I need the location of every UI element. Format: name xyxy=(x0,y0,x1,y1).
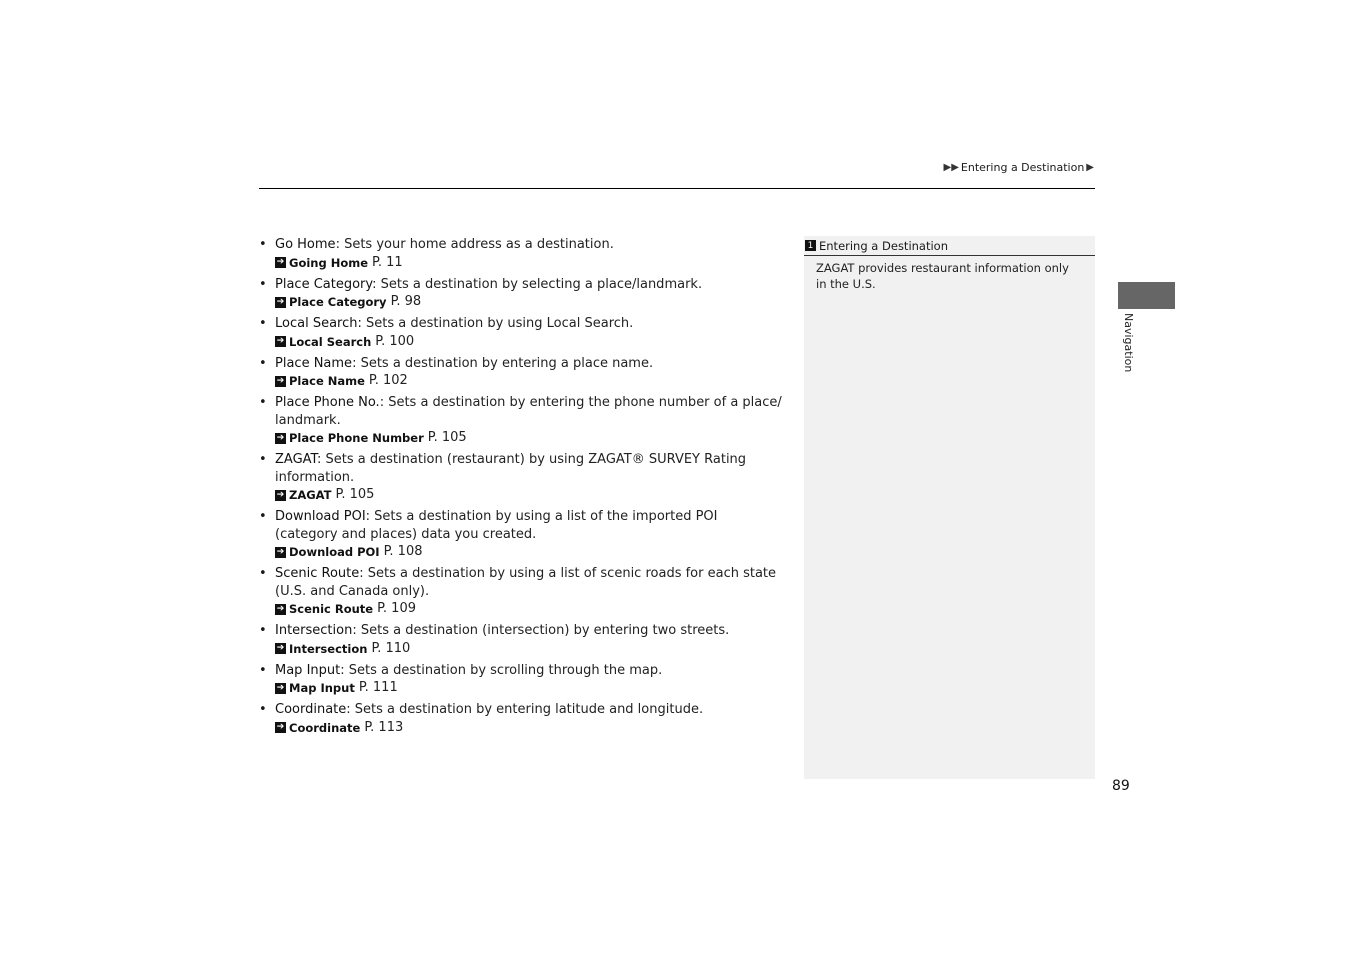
reference-arrow-icon: ➔ xyxy=(276,603,285,614)
breadcrumb-arrow-icon: ▶ xyxy=(1086,162,1094,173)
reference-title: Local Search xyxy=(289,334,372,349)
item-description: : Sets a destination by entering latitude and longitude. xyxy=(346,702,704,717)
bullet: • xyxy=(259,395,267,410)
item-term: ZAGAT xyxy=(275,452,318,467)
reference-arrow-icon: ➔ xyxy=(276,682,285,693)
bullet: • xyxy=(259,276,267,292)
cross-reference-link[interactable] xyxy=(275,600,784,618)
list-item xyxy=(259,236,784,272)
bullet: • xyxy=(259,509,267,524)
note-number-icon: 1 xyxy=(805,240,816,251)
reference-arrow-icon: ➔ xyxy=(276,257,285,267)
reference-title: Coordinate xyxy=(289,720,361,735)
reference-title: Place Name xyxy=(289,374,365,388)
item-description: : Sets a destination by selecting a place/landmark. xyxy=(372,276,703,292)
item-description: Sets a destination by using Local Search. xyxy=(361,316,634,331)
bullet: • xyxy=(259,452,267,467)
list-item xyxy=(259,622,784,658)
bullet: • xyxy=(259,566,267,581)
reference-page: P. 113 xyxy=(364,719,404,735)
cross-reference-link[interactable] xyxy=(275,429,784,447)
reference-arrow-icon: ➔ xyxy=(276,643,285,653)
cross-reference-link[interactable] xyxy=(275,679,784,697)
cross-reference-link[interactable] xyxy=(275,640,784,658)
reference-page: P. 105 xyxy=(427,430,467,445)
reference-arrow-icon: ➔ xyxy=(276,432,285,443)
list-item xyxy=(259,451,784,504)
section-tab xyxy=(1118,282,1175,309)
reference-page: P. 109 xyxy=(377,601,416,616)
item-term: Coordinate xyxy=(275,702,347,717)
bullet: • xyxy=(259,316,267,331)
cross-reference-link[interactable] xyxy=(275,543,784,561)
item-term: Intersection xyxy=(275,623,353,638)
list-item xyxy=(259,565,784,618)
reference-title: Place Phone Number xyxy=(289,431,424,445)
cross-reference-link[interactable] xyxy=(275,486,784,504)
item-term: Place Phone No. xyxy=(275,395,380,410)
reference-title: Place Category xyxy=(289,295,387,309)
reference-page: P. 110 xyxy=(371,640,411,656)
reference-title: Going Home xyxy=(289,255,369,270)
cross-reference-link[interactable] xyxy=(275,719,784,737)
item-description: : Sets a destination by entering a place name. xyxy=(352,355,654,371)
item-term: Go Home xyxy=(275,237,336,252)
sidebar-note-body: ZAGAT provides restaurant information only in the U.S. xyxy=(816,261,1069,291)
reference-title: Intersection xyxy=(289,641,368,656)
reference-arrow-icon: ➔ xyxy=(276,546,285,557)
bullet: • xyxy=(259,662,267,678)
item-term: Map Input xyxy=(275,662,341,678)
reference-page: P. 98 xyxy=(390,294,422,309)
list-item xyxy=(259,662,784,698)
page-number: 89 xyxy=(1112,778,1130,794)
reference-page: P. 102 xyxy=(368,373,408,388)
destination-options-list xyxy=(259,236,784,741)
reference-arrow-icon: ➔ xyxy=(276,489,285,500)
breadcrumb-title: Entering a Destination xyxy=(960,161,1085,174)
cross-reference-link[interactable] xyxy=(275,372,784,390)
sidebar-note-header xyxy=(804,236,1095,256)
reference-title: Scenic Route xyxy=(289,602,374,616)
list-item xyxy=(259,701,784,737)
reference-arrow-icon: ➔ xyxy=(276,296,285,307)
reference-page: P. 105 xyxy=(335,487,375,502)
item-term: Download POI xyxy=(275,509,366,524)
list-item xyxy=(259,508,784,561)
item-description: : Sets a destination by using a list of the imported POI (category and places) data you created. xyxy=(275,509,718,542)
bullet: • xyxy=(259,623,267,638)
breadcrumb-arrows-icon: ▶▶ xyxy=(943,162,959,173)
cross-reference-link[interactable] xyxy=(275,333,784,351)
cross-reference-link[interactable] xyxy=(275,293,784,311)
list-item xyxy=(259,355,784,391)
item-description: : Sets a destination by using a list of scenic roads for each state (U.S. and Canada only). xyxy=(275,566,777,599)
list-item xyxy=(259,315,784,351)
reference-arrow-icon: ➔ xyxy=(276,375,285,386)
header-divider xyxy=(259,188,1095,189)
item-description: : Sets a destination by entering the phone number of a place/ landmark. xyxy=(275,395,782,428)
reference-title: Download POI xyxy=(289,545,380,559)
breadcrumb xyxy=(944,161,1094,174)
bullet: • xyxy=(259,702,267,717)
reference-arrow-icon: ➔ xyxy=(276,336,285,346)
reference-page: P. 108 xyxy=(383,544,423,559)
section-tab-label: Navigation xyxy=(1122,313,1135,373)
reference-page: P. 100 xyxy=(375,333,415,349)
reference-title: Map Input xyxy=(289,681,355,695)
item-term: Local Search: xyxy=(275,316,362,331)
item-term: Place Name xyxy=(275,355,353,371)
cross-reference-link[interactable] xyxy=(275,254,784,272)
reference-page: P. 111 xyxy=(358,680,398,695)
item-description: : Sets your home address as a destination. xyxy=(335,237,614,252)
sidebar-note-title: Entering a Destination xyxy=(819,238,948,253)
item-term: Scenic Route xyxy=(275,566,360,581)
list-item xyxy=(259,394,784,447)
sidebar-note xyxy=(804,236,1095,779)
item-term: Place Category xyxy=(275,276,373,292)
item-description: : Sets a destination (intersection) by entering two streets. xyxy=(352,623,730,638)
reference-title: ZAGAT xyxy=(289,488,332,502)
bullet: • xyxy=(259,355,267,371)
item-description: : Sets a destination by scrolling through the map. xyxy=(340,662,663,678)
item-description: : Sets a destination (restaurant) by using ZAGAT® SURVEY Rating information. xyxy=(275,452,747,485)
list-item xyxy=(259,276,784,312)
reference-arrow-icon: ➔ xyxy=(276,722,285,732)
bullet: • xyxy=(259,237,267,252)
reference-page: P. 11 xyxy=(372,254,403,270)
